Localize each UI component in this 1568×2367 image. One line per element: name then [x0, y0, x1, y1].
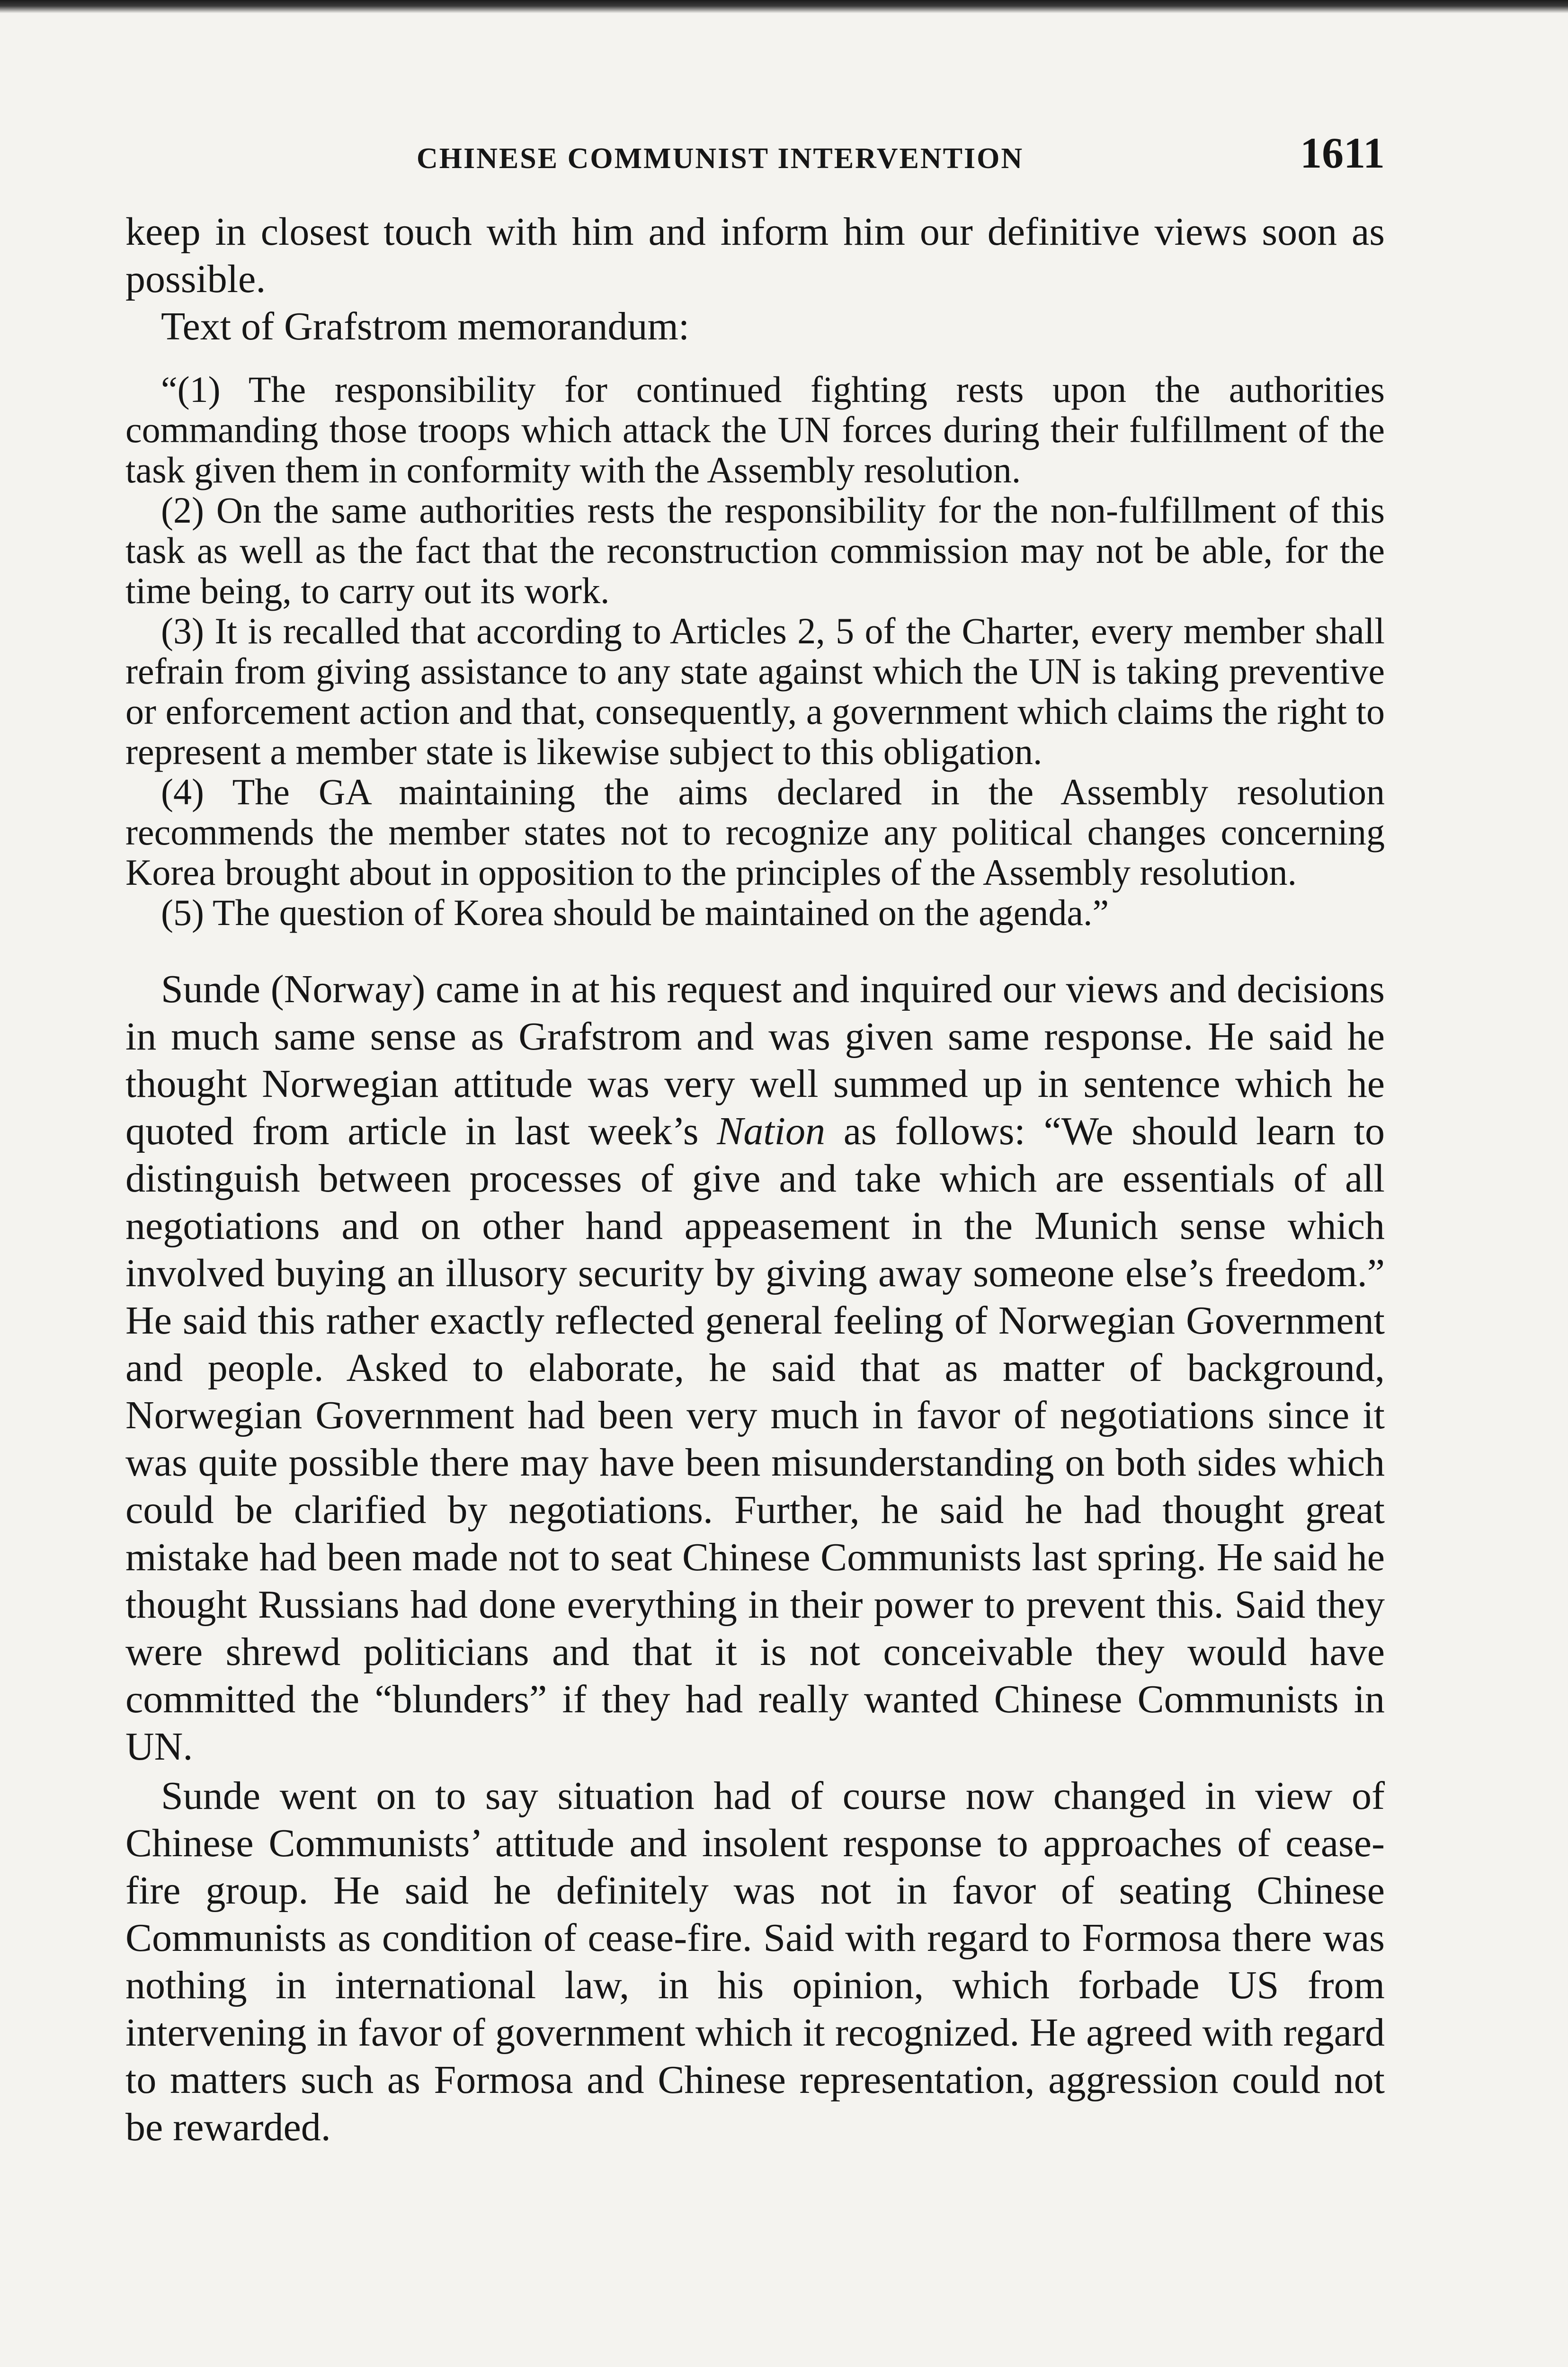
memo-item-5: (5) The question of Korea should be maintained on the agenda.”	[161, 892, 1109, 933]
page-number: 1611	[1300, 129, 1385, 177]
memo-item-4: (4) The GA maintaining the aims declared in the Assembly resolution recommends the member states not to recognize any political changes concerning Korea brought about in opposition to the principles of the Assembly resolution.	[125, 771, 1385, 893]
grafstrom-memorandum	[125, 369, 1385, 933]
sunde-section	[125, 966, 1385, 2151]
nation-magazine-title: Nation	[717, 1109, 825, 1153]
running-head	[125, 128, 1385, 180]
memo-item-3: (3) It is recalled that according to Articles 2, 5 of the Charter, every member shall refrain from giving assistance to any state against which the UN is taking preventive or enforcement action and that, consequently, a government which claims the right to represent a member state is likewise subject to this obligation.	[125, 610, 1385, 772]
running-title: CHINESE COMMUNIST INTERVENTION	[417, 142, 1024, 175]
paragraph-sunde-views-part1: Sunde (Norway) came in at his request and inquired our views and decisions in much same sense as Grafstrom and was given same response. He said he thought Norwegian attitude was very well summed up in sentence which he quoted from article in last week’s	[125, 967, 1385, 1153]
paragraph-sunde-views	[125, 966, 1385, 1771]
paragraph-continuation: keep in closest touch with him and inform him our definitive views soon as possible.	[125, 210, 1385, 301]
memo-intro: Text of Grafstrom memorandum:	[161, 304, 690, 348]
memo-item-2: (2) On the same authorities rests the responsibility for the non-fulfillment of this task as well as the fact that the reconstruction commission may not be able, for the time being, to carry out its work.	[125, 489, 1385, 611]
body-text	[125, 208, 1385, 2151]
memo-item-1: “(1) The responsibility for continued fighting rests upon the authorities commanding those troops which attack the UN forces during their fulfillment of the task given them in conformity with the Assembly resolution.	[125, 369, 1385, 490]
paragraph-sunde-views-part2: as follows: “We should learn to distinguish between processes of give and take which are essentials of all negotiations and on other hand appeasement in the Munich sense which involved buying an illusory security by giving away someone else’s freedom.” He said this rather exactly reflected general feeling of Norwegian Government and people. Asked to elaborate, he said that as matter of background, Norwegian Government had been very much in favor of negotiations since it was quite possible there may have been misunderstanding on both sides which could be clarified by negotiations. Further, he said he had thought great mistake had been made not to seat Chinese Communists last spring. He said he thought Russians had done everything in their power to prevent this. Said they were shrewd politicians and that it is not conceivable they would have committed the “blunders” if they had really wanted Chinese Communists in UN.	[125, 1109, 1385, 1769]
paragraph-sunde-continued: Sunde went on to say situation had of course now changed in view of Chinese Communists’ attitude and insolent response to approaches of cease-fire group. He said he definitely was not in favor of seating Chinese Communists as condition of cease-fire. Said with regard to Formosa there was nothing in international law, in his opinion, which forbade US from intervening in favor of government which it recognized. He agreed with regard to matters such as Formosa and Chinese representation, aggression could not be rewarded.	[125, 1774, 1385, 2149]
